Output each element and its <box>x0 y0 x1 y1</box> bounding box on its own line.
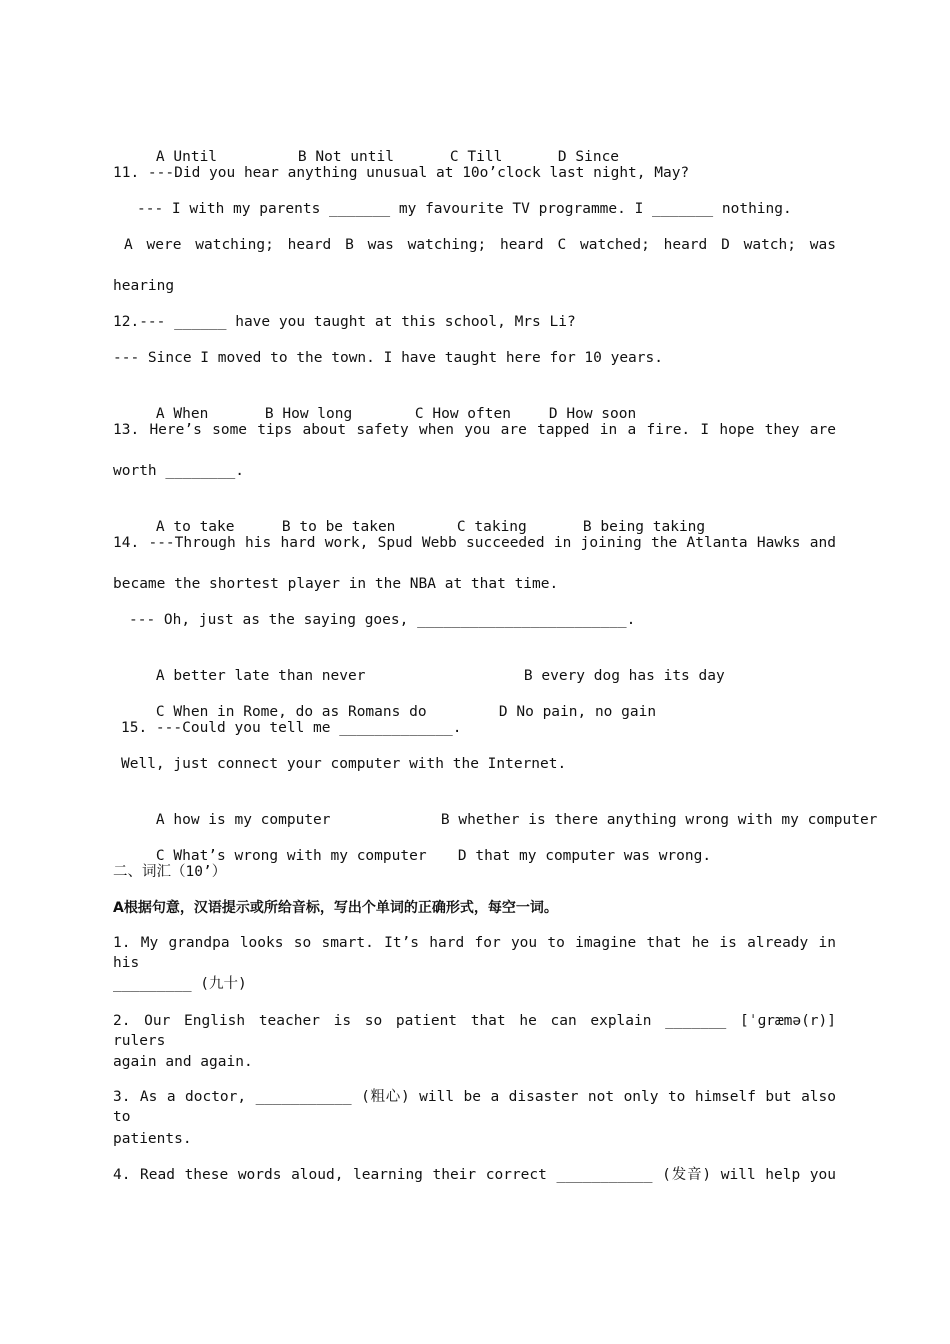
q14-line2: became the shortest player in the NBA at that time. <box>113 576 559 592</box>
vocab-1-line2: _________ (九十) <box>113 976 247 992</box>
q15-option-b: B whether is there anything wrong with my computer <box>440 812 878 828</box>
vocab-2-line2: again and again. <box>113 1054 253 1070</box>
vocab-3-line2: patients. <box>113 1131 192 1147</box>
vocab-3-line1: 3. As a doctor, ___________ (粗心) will be a disaster not only to himself but also to <box>113 1089 836 1125</box>
q14-option-c: C When in Rome, do as Romans do <box>155 704 427 720</box>
q10-option-c: C Till <box>449 149 503 165</box>
q12-reply: --- Since I moved to the town. I have taught here for 10 years. <box>113 350 663 366</box>
q11-reply: --- I with my parents _______ my favourite TV programme. I _______ nothing. <box>137 201 792 217</box>
q10-option-a: A Until <box>155 149 218 165</box>
q12-option-b: B How long <box>264 406 353 422</box>
q10-option-d: D Since <box>557 149 620 165</box>
q14-reply: --- Oh, just as the saying goes, ________________________. <box>129 612 636 628</box>
q15-option-c: C What’s wrong with my computer <box>155 848 427 864</box>
vocab-1-line1: 1. My grandpa looks so smart. It’s hard for you to imagine that he is already in his <box>113 935 836 971</box>
q15-option-d: D that my computer was wrong. <box>457 848 712 864</box>
q15-reply: Well, just connect your computer with the Internet. <box>121 756 567 772</box>
section-title: 二、词汇（10’） <box>113 864 227 880</box>
q11-options-line1: A were watching; heard B was watching; heard C watched; heard D watch; was <box>124 237 836 253</box>
q14-option-a: A better late than never <box>155 668 366 684</box>
q13-option-b: B to be taken <box>281 519 396 535</box>
q11-options-line2: hearing <box>113 278 175 294</box>
q15-stem: 15. ---Could you tell me _____________. <box>121 720 462 736</box>
q13-line2: worth ________. <box>113 463 244 479</box>
q13-option-a: A to take <box>155 519 235 535</box>
q12-stem: 12.--- ______ have you taught at this school, Mrs Li? <box>113 314 576 330</box>
q12-option-a: A When <box>155 406 209 422</box>
vocab-4-line1: 4. Read these words aloud, learning their correct ___________ (发音) will help you <box>113 1167 836 1183</box>
q10-option-b: B Not until <box>297 149 394 165</box>
q15-option-a: A how is my computer <box>155 812 331 828</box>
q13-option-d: B being taking <box>582 519 706 535</box>
q13-option-c: C taking <box>456 519 527 535</box>
q14-option-b: B every dog has its day <box>523 668 725 684</box>
q14-option-d: D No pain, no gain <box>498 704 657 720</box>
vocab-2-line1: 2. Our English teacher is so patient that he can explain _______ [ˈɡræmə(r)] rulers <box>113 1013 836 1049</box>
q12-option-d: D How soon <box>548 406 637 422</box>
q14-line1: 14. ---Through his hard work, Spud Webb succeeded in joining the Atlanta Hawks and <box>113 535 836 551</box>
q12-option-c: C How often <box>414 406 511 422</box>
q13-line1: 13. Here’s some tips about safety when you are tapped in a fire. I hope they are <box>113 422 836 438</box>
section-instruction: A根据句意，汉语提示或所给音标，写出个单词的正确形式，每空一词。 <box>113 900 558 916</box>
q11-stem: 11. ---Did you hear anything unusual at 10o’clock last night, May? <box>113 165 690 181</box>
